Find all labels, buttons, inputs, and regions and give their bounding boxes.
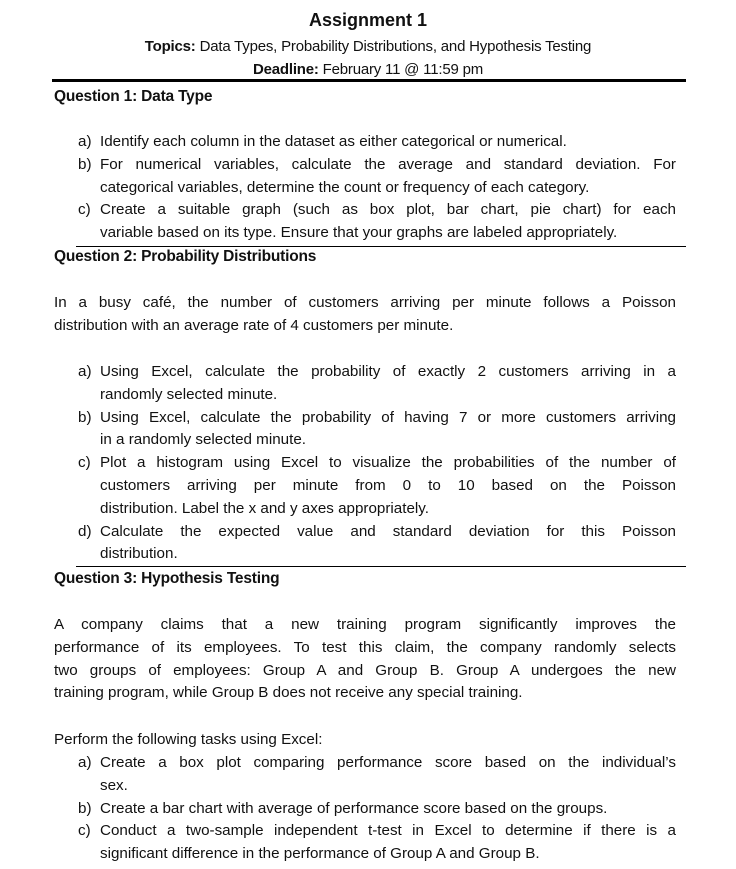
list-item-line: Identify each column in the dataset as either categorical or numerical.	[100, 133, 567, 150]
deadline-line	[0, 61, 736, 78]
paragraph-line: training program, while Group B does not receive any special training.	[54, 684, 523, 702]
list-marker: b)	[78, 799, 92, 817]
list-item-line: customers arriving per minute from 0 to 10 based on the Poisson	[100, 477, 676, 494]
list-item-line: distribution.	[100, 545, 178, 563]
paragraph-line: two groups of employees: Group A and Group B. Group A undergoes the new	[54, 661, 676, 679]
list-marker: b)	[78, 408, 92, 426]
paragraph-line: In a busy café, the number of customers arriving per minute follows a Poisson	[54, 294, 676, 311]
list-item-line: distribution. Label the x and y axes appropriately.	[100, 499, 429, 517]
list-marker: c)	[78, 201, 91, 219]
list-item-line: randomly selected minute.	[100, 385, 278, 403]
list-item-line: Plot a histogram using Excel to visualize the probabilities of the number of	[100, 454, 676, 472]
list-marker: c)	[78, 822, 91, 840]
paragraph-line: performance of its employees. To test this claim, the company randomly selects	[54, 638, 676, 656]
topics-line	[0, 38, 736, 55]
topics-label: Topics:	[144, 38, 196, 55]
list-marker: c)	[78, 454, 91, 472]
list-item-line: Create a suitable graph (such as box plot, bar chart, pie chart) for each	[100, 201, 676, 219]
list-item-line: variable based on its type. Ensure that your graphs are labeled appropriately.	[100, 224, 618, 242]
list-marker: d)	[78, 522, 92, 540]
list-item-line: significant difference in the performance of Group A and Group B.	[100, 845, 540, 863]
paragraph-line: A company claims that a new training program significantly improves the	[54, 616, 676, 633]
q2-heading: Question 2: Probability Distributions	[54, 248, 317, 265]
list-marker: a)	[78, 133, 92, 150]
q1-heading: Question 1: Data Type	[54, 88, 213, 105]
list-item-line: categorical variables, determine the count or frequency of each category.	[100, 178, 590, 196]
list-item-line: Create a box plot comparing performance score based on the individual’s	[100, 754, 676, 771]
list-item-line: Create a bar chart with average of performance score based on the groups.	[100, 799, 608, 817]
paragraph-line: distribution with an average rate of 4 customers per minute.	[54, 316, 454, 334]
list-marker: a)	[78, 754, 92, 771]
q3-heading: Question 3: Hypothesis Testing	[54, 570, 280, 587]
list-item-line: sex.	[100, 776, 128, 794]
list-marker: a)	[78, 363, 92, 380]
list-item-line: Using Excel, calculate the probability of having 7 or more customers arriving	[100, 408, 676, 426]
header-divider	[52, 79, 686, 82]
topics-value: Data Types, Probability Distributions, and Hypothesis Testing	[199, 38, 592, 55]
list-item-line: in a randomly selected minute.	[100, 431, 306, 449]
q2-divider	[76, 566, 686, 567]
deadline-value: February 11 @ 11:59 pm	[322, 61, 484, 78]
list-item-line: Using Excel, calculate the probability of exactly 2 customers arriving in a	[100, 363, 676, 380]
assignment-title: Assignment 1	[308, 10, 428, 30]
list-item-line: Conduct a two-sample independent t-test in Excel to determine if there is a	[100, 822, 676, 840]
deadline-label: Deadline:	[252, 61, 319, 78]
list-marker: b)	[78, 155, 92, 173]
list-item-line: Calculate the expected value and standard deviation for this Poisson	[100, 522, 676, 540]
q1-divider	[76, 246, 686, 247]
list-item-line: For numerical variables, calculate the average and standard deviation. For	[100, 155, 676, 173]
q3-perform-text: Perform the following tasks using Excel:	[54, 731, 323, 748]
